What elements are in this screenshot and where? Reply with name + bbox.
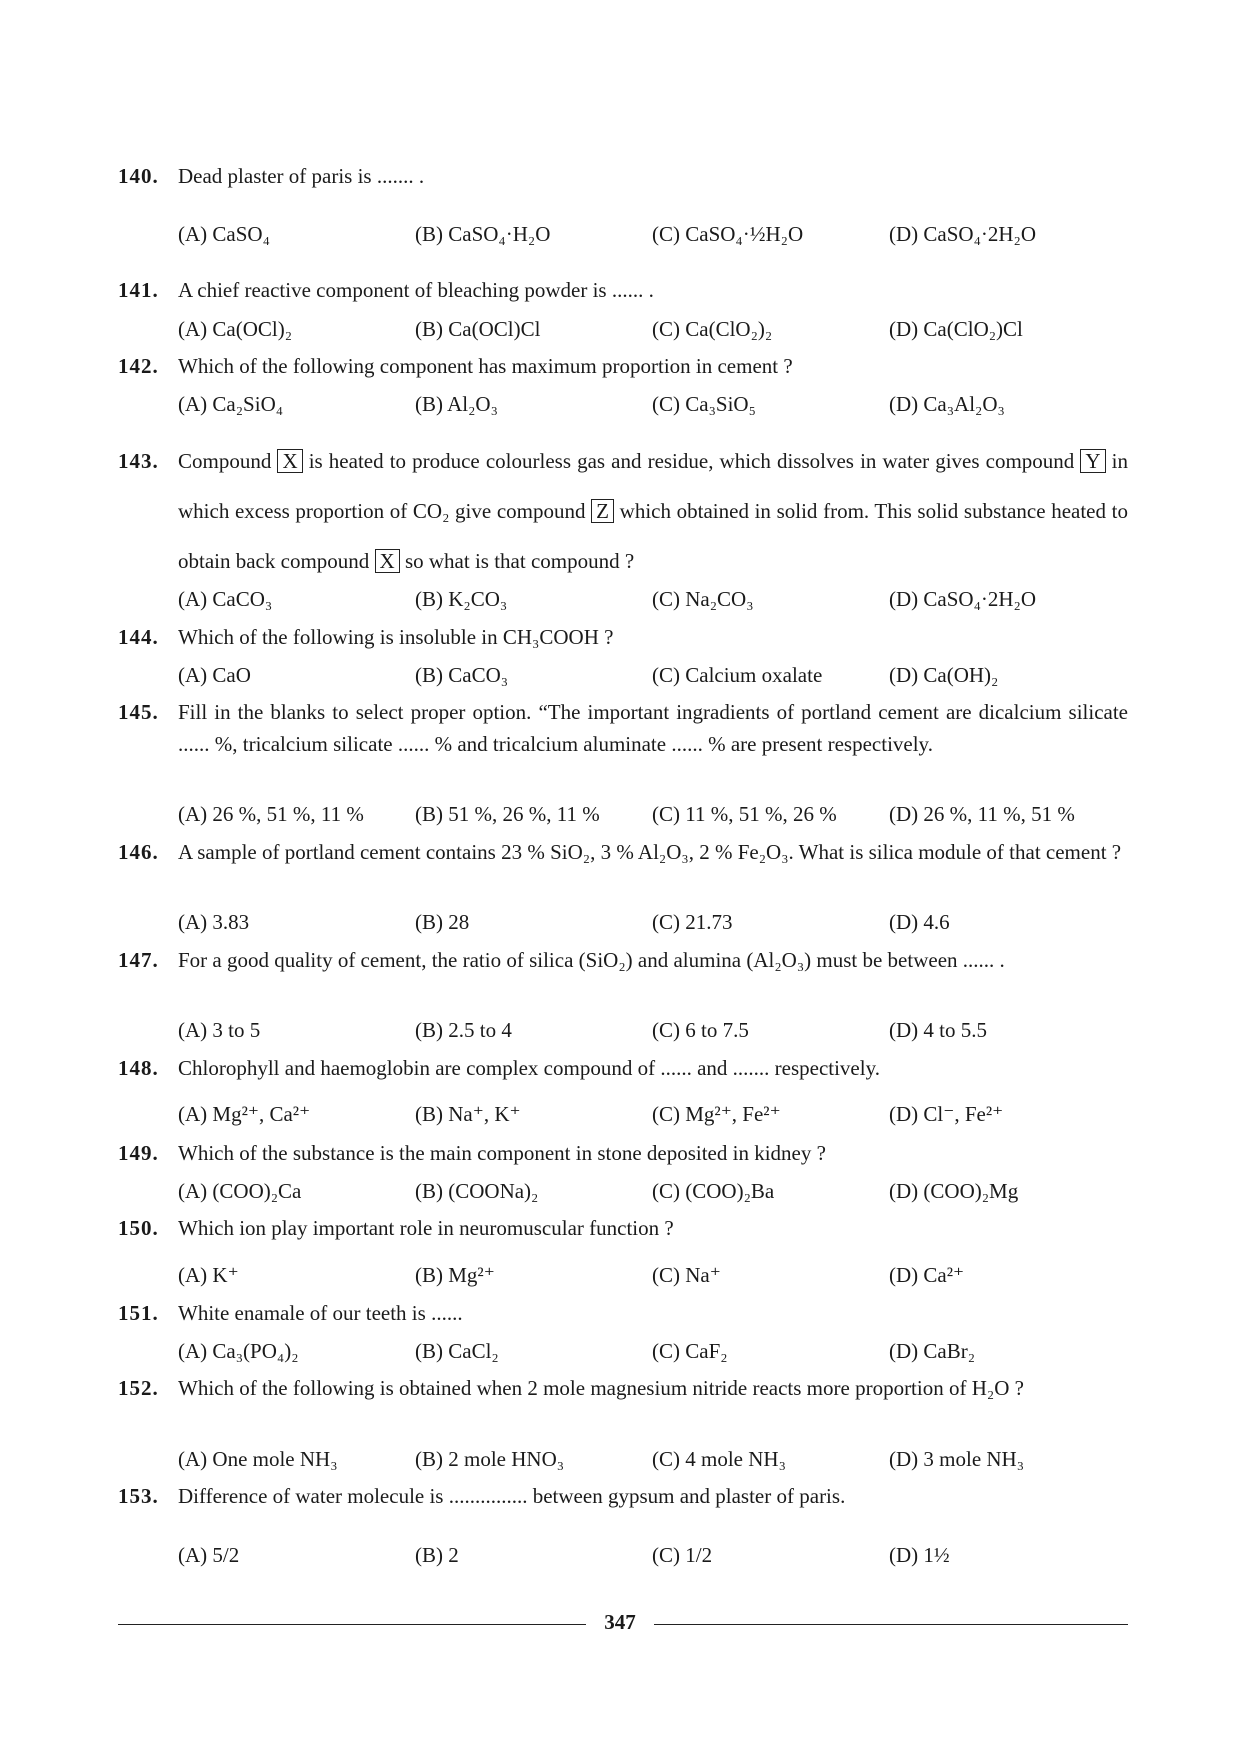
options-144 — [178, 660, 1128, 690]
options-146 — [178, 907, 1128, 937]
question-number: 149. — [118, 1141, 159, 1165]
question-number: 151. — [118, 1301, 159, 1325]
option-a: (A) CaO — [178, 663, 251, 687]
text-part: which obtained in solid from. This solid substance heated to obtain back compound — [178, 499, 1128, 573]
option-d: (D) Ca₃Al₂O₃ — [889, 392, 1005, 416]
option-d: (D) 4.6 — [889, 910, 950, 934]
question-146 — [118, 836, 1128, 868]
options-147 — [178, 1015, 1128, 1045]
text-part: in which excess proportion of CO₂ give compound — [178, 449, 1128, 523]
footer-rule-left — [118, 1624, 586, 1625]
option-c: (C) 4 mole NH₃ — [652, 1447, 786, 1471]
question-149 — [118, 1137, 1128, 1170]
question-text: Difference of water molecule is ............... between gypsum and plaster of paris. — [178, 1484, 846, 1508]
option-c: (C) CaSO₄·½H₂O — [652, 222, 804, 246]
question-141 — [118, 274, 1128, 307]
options-152 — [178, 1444, 1128, 1474]
options-145 — [178, 799, 1128, 829]
options-140 — [178, 219, 1128, 249]
question-number: 143. — [118, 449, 159, 473]
question-number: 150. — [118, 1216, 159, 1240]
question-text: Which of the following is insoluble in CH₃COOH ? — [178, 625, 614, 649]
option-c: (C) 6 to 7.5 — [652, 1018, 749, 1042]
option-a: (A) (COO)₂Ca — [178, 1179, 302, 1203]
option-c: (C) 11 %, 51 %, 26 % — [652, 802, 837, 826]
option-d: (D) 1½ — [889, 1543, 950, 1567]
question-152 — [118, 1372, 1128, 1404]
option-b: (B) CaCO₃ — [415, 663, 509, 687]
question-number: 144. — [118, 625, 159, 649]
question-text: White enamale of our teeth is ...... — [178, 1301, 463, 1325]
question-number: 146. — [118, 840, 159, 864]
question-number: 153. — [118, 1484, 159, 1508]
question-147 — [118, 944, 1128, 976]
option-d: (D) CaSO₄·2H₂O — [889, 587, 1037, 611]
question-number: 145. — [118, 700, 159, 724]
question-text: Fill in the blanks to select proper option. “The important ingradients of portland cement are dicalcium silicate ...... %, tricalcium silicate ...... % and tricalcium aluminate ...... % are present respectively. — [178, 700, 1128, 756]
option-c: (C) Calcium oxalate — [652, 663, 823, 687]
page-number: 347 — [604, 1610, 636, 1634]
option-a: (A) Ca(OCl)₂ — [178, 317, 293, 341]
option-c: (C) (COO)₂Ba — [652, 1179, 775, 1203]
option-d: (D) Cl⁻, Fe²⁺ — [889, 1102, 1004, 1126]
option-b: (B) K₂CO₃ — [415, 587, 508, 611]
option-d: (D) Ca(OH)₂ — [889, 663, 999, 687]
question-text: Which of the following component has maximum proportion in cement ? — [178, 354, 793, 378]
text-part: is heated to produce colourless gas and residue, which dissolves in water gives compound — [308, 449, 1075, 473]
option-a: (A) Ca₂SiO₄ — [178, 392, 284, 416]
boxed-label: Y — [1080, 449, 1105, 473]
question-text: For a good quality of cement, the ratio of silica (SiO₂) and alumina (Al₂O₃) must be between ...... . — [178, 948, 1005, 972]
option-b: (B) 51 %, 26 %, 11 % — [415, 802, 600, 826]
option-c: (C) Na⁺ — [652, 1263, 721, 1287]
option-b: (B) Mg²⁺ — [415, 1263, 495, 1287]
question-number: 152. — [118, 1376, 159, 1400]
options-149 — [178, 1176, 1128, 1206]
option-a: (A) 3 to 5 — [178, 1018, 261, 1042]
question-153 — [118, 1480, 1128, 1513]
question-text: A chief reactive component of bleaching powder is ...... . — [178, 278, 654, 302]
option-a: (A) K⁺ — [178, 1263, 239, 1287]
question-142 — [118, 350, 1128, 383]
boxed-label: X — [375, 549, 400, 573]
option-a: (A) Mg²⁺, Ca²⁺ — [178, 1102, 311, 1126]
question-143 — [118, 436, 1128, 586]
options-151 — [178, 1336, 1128, 1366]
option-c: (C) Mg²⁺, Fe²⁺ — [652, 1102, 781, 1126]
options-148 — [178, 1099, 1128, 1129]
option-a: (A) 26 %, 51 %, 11 % — [178, 802, 364, 826]
option-b: (B) 2 mole HNO₃ — [415, 1447, 565, 1471]
option-b: (B) 2.5 to 4 — [415, 1018, 512, 1042]
option-d: (D) 26 %, 11 %, 51 % — [889, 802, 1075, 826]
question-text: Which of the following is obtained when 2 mole magnesium nitride reacts more proportion of H₂O ? — [178, 1376, 1024, 1400]
option-b: (B) CaSO₄·H₂O — [415, 222, 551, 246]
question-140 — [118, 160, 1128, 193]
option-b: (B) 2 — [415, 1543, 459, 1567]
question-number: 148. — [118, 1056, 159, 1080]
question-151 — [118, 1297, 1128, 1330]
options-143 — [178, 584, 1128, 614]
text-part: so what is that compound ? — [404, 549, 635, 573]
options-153 — [178, 1540, 1128, 1570]
option-d: (D) CaSO₄·2H₂O — [889, 222, 1037, 246]
option-c: (C) Na₂CO₃ — [652, 587, 754, 611]
option-c: (C) 21.73 — [652, 910, 733, 934]
question-150 — [118, 1212, 1128, 1245]
option-a: (A) Ca₃(PO₄)₂ — [178, 1339, 299, 1363]
option-d: (D) 4 to 5.5 — [889, 1018, 987, 1042]
option-a: (A) CaCO₃ — [178, 587, 273, 611]
options-142 — [178, 389, 1128, 419]
question-number: 142. — [118, 354, 159, 378]
option-c: (C) Ca(ClO₂)₂ — [652, 317, 773, 341]
option-a: (A) 3.83 — [178, 910, 250, 934]
question-text: A sample of portland cement contains 23 % SiO₂, 3 % Al₂O₃, 2 % Fe₂O₃. What is silica module of that cement ? — [178, 840, 1122, 864]
option-c: (C) Ca₃SiO₅ — [652, 392, 756, 416]
option-a: (A) One mole NH₃ — [178, 1447, 338, 1471]
options-141 — [178, 314, 1128, 344]
option-d: (D) 3 mole NH₃ — [889, 1447, 1025, 1471]
question-text: Which ion play important role in neuromuscular function ? — [178, 1216, 674, 1240]
boxed-label: X — [277, 449, 302, 473]
question-text: Dead plaster of paris is ....... . — [178, 164, 425, 188]
text-part: Compound — [178, 449, 272, 473]
options-150 — [178, 1260, 1128, 1290]
option-c: (C) 1/2 — [652, 1543, 713, 1567]
question-number: 147. — [118, 948, 159, 972]
option-b: (B) (COONa)₂ — [415, 1179, 539, 1203]
question-text — [178, 436, 1128, 586]
option-d: (D) Ca(ClO₂)Cl — [889, 317, 1023, 341]
option-d: (D) (COO)₂Mg — [889, 1179, 1019, 1203]
question-145 — [118, 696, 1128, 760]
question-number: 140. — [118, 164, 159, 188]
option-d: (D) CaBr₂ — [889, 1339, 976, 1363]
option-a: (A) CaSO₄ — [178, 222, 270, 246]
option-b: (B) CaCl₂ — [415, 1339, 499, 1363]
option-a: (A) 5/2 — [178, 1543, 240, 1567]
question-number: 141. — [118, 278, 159, 302]
footer-rule-right — [654, 1624, 1128, 1625]
question-text: Which of the substance is the main component in stone deposited in kidney ? — [178, 1141, 826, 1165]
question-144 — [118, 621, 1128, 654]
option-d: (D) Ca²⁺ — [889, 1263, 965, 1287]
question-148 — [118, 1052, 1128, 1085]
question-text: Chlorophyll and haemoglobin are complex compound of ...... and ....... respectively. — [178, 1056, 880, 1080]
option-b: (B) Ca(OCl)Cl — [415, 317, 541, 341]
option-b: (B) 28 — [415, 910, 470, 934]
boxed-label: Z — [591, 499, 614, 523]
option-c: (C) CaF₂ — [652, 1339, 728, 1363]
option-b: (B) Na⁺, K⁺ — [415, 1102, 521, 1126]
option-b: (B) Al₂O₃ — [415, 392, 498, 416]
